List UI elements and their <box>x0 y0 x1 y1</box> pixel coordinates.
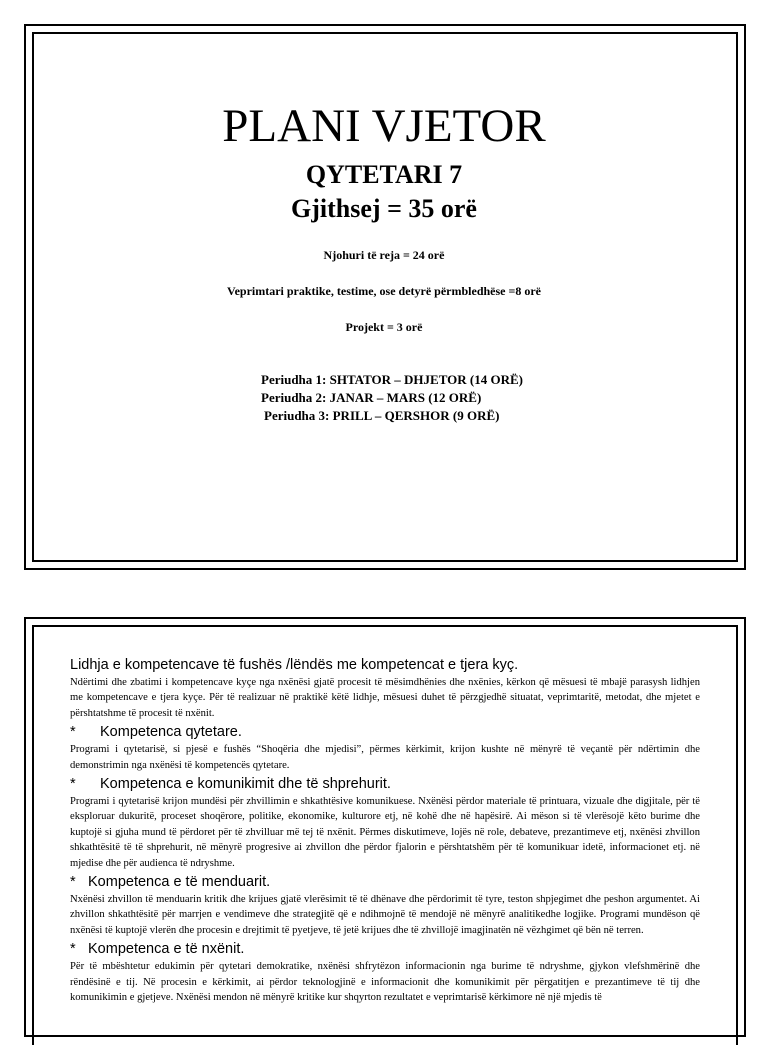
section-text-civic: Programi i qytetarisë, si pjesë e fushës “Shoqëria dhe mjedisi”, përmes kërkimit, krijon kushte në mënyrë të veçantë për ndërtimin dhe demonstrimin nga nxënësi të kompetencës qytetare. <box>70 744 700 771</box>
bullet-star-icon: * <box>70 724 76 741</box>
section-title: Kompetenca e komunikimit dhe të shprehurit. <box>100 776 391 793</box>
competences-heading: Lidhja e kompetencave të fushës /lëndës me kompetencat e tjera kyç. <box>70 657 519 673</box>
section-heading-communication <box>70 775 700 793</box>
practice-hours: Veprimtari praktike, testime, ose detyrë përmbledhëse =8 orë <box>227 284 541 298</box>
period-2: Periudha 2: JANAR – MARS (12 ORË) <box>261 390 482 405</box>
period-1: Periudha 1: SHTATOR – DHJETOR (14 ORË) <box>261 372 523 387</box>
project-hours: Projekt = 3 orë <box>345 320 423 334</box>
section-text-communication: Programi i qytetarisë krijon mundësi për zhvillimin e shkathtësive komunikuese. Nxënësi përdor materiale të printuara, vizuale dhe digjitale, për të eksploruar dukuritë, proceset shoqërore, politike, ekonomike, kulturore etj, në kohë dhe në hapësirë. Ai mëson si të vlerësojë këto burime dhe kuptojë si gjuha mund të përdoret për të zhvilluar më tej të nxënit. Përmes diskutimeve, lojës në role, debateve, prezantimeve etj, nxënësi zhvillon shkathtësitë të të shprehurit, në mënyrë progresive ai zhvillon dhe përdor fjalorin e përshtatshëm për të komunikuar idetë, informacionet etj. në mjedise dhe për audienca të ndryshme. <box>70 796 700 869</box>
intro-paragraph: Ndërtimi dhe zbatimi i kompetencave kyçe nga nxënësi gjatë procesit të mësimdhënies dhe nxënies, kërkon që mësuesi të mbajë parasysh lidhjen me kompetencave e tjera kyçe. Për të realizuar në praktikë këtë lidhje, mësuesi duhet të përzgjedhë situatat, veprimtaritë, metodat, dhe mjetet e përshtatshme të procesit të nxënit. <box>70 677 700 719</box>
section-heading-thinking <box>70 873 700 891</box>
section-title: Kompetenca e të menduarit. <box>88 874 271 891</box>
period-3: Periudha 3: PRILL – QERSHOR (9 ORË) <box>264 408 500 423</box>
section-title: Kompetenca e të nxënit. <box>88 941 245 958</box>
competences-section <box>70 656 700 1008</box>
section-heading-learning <box>70 940 700 958</box>
section-title: Kompetenca qytetare. <box>100 724 242 741</box>
section-text-thinking: Nxënësi zhvillon të menduarin kritik dhe krijues gjatë vlerësimit të të dhënave dhe përdorimit të tyre, teston shpjegimet dhe peshon argumentet. Ai zhvillon shkathtësitë për marrjen e vendimeve dhe strategjitë që e ndihmojnë të mendojë në mënyrë analitikedhe logjike. Programi mundëson që nxënësi të kuptojë vlerën dhe procesin e drejtimit të pyetjeve, të jetë krijues dhe të zhvillojë imagjinatën në vëzhgimet që bën në terren. <box>70 894 700 936</box>
document-title: PLANI VJETOR <box>222 100 546 152</box>
section-heading-civic <box>70 723 700 741</box>
subject-title: QYTETARI 7 <box>305 160 463 189</box>
total-hours: Gjithsej = 35 orë <box>291 194 477 223</box>
bullet-star-icon: * <box>70 874 76 891</box>
section-text-learning: Për të mbështetur edukimin për qytetari demokratike, nxënësi shfrytëzon informacionin nga burime të ndryshme, gjykon vlefshmërinë dhe rëndësinë e tij. Në procesin e kërkimit, ai përdor teknologjinë e informacionit dhe komunikimit për përgatitjen e prezantimeve të tij dhe komunikimin e gjetjeve. Nxënësi mendon në mënyrë kritike kur shqyrton rezultatet e veprimtarisë kërkimore në një mjedis të <box>70 961 700 1004</box>
new-knowledge-hours: Njohuri të reja = 24 orë <box>323 248 445 262</box>
bullet-star-icon: * <box>70 776 76 793</box>
bullet-star-icon: * <box>70 941 76 958</box>
